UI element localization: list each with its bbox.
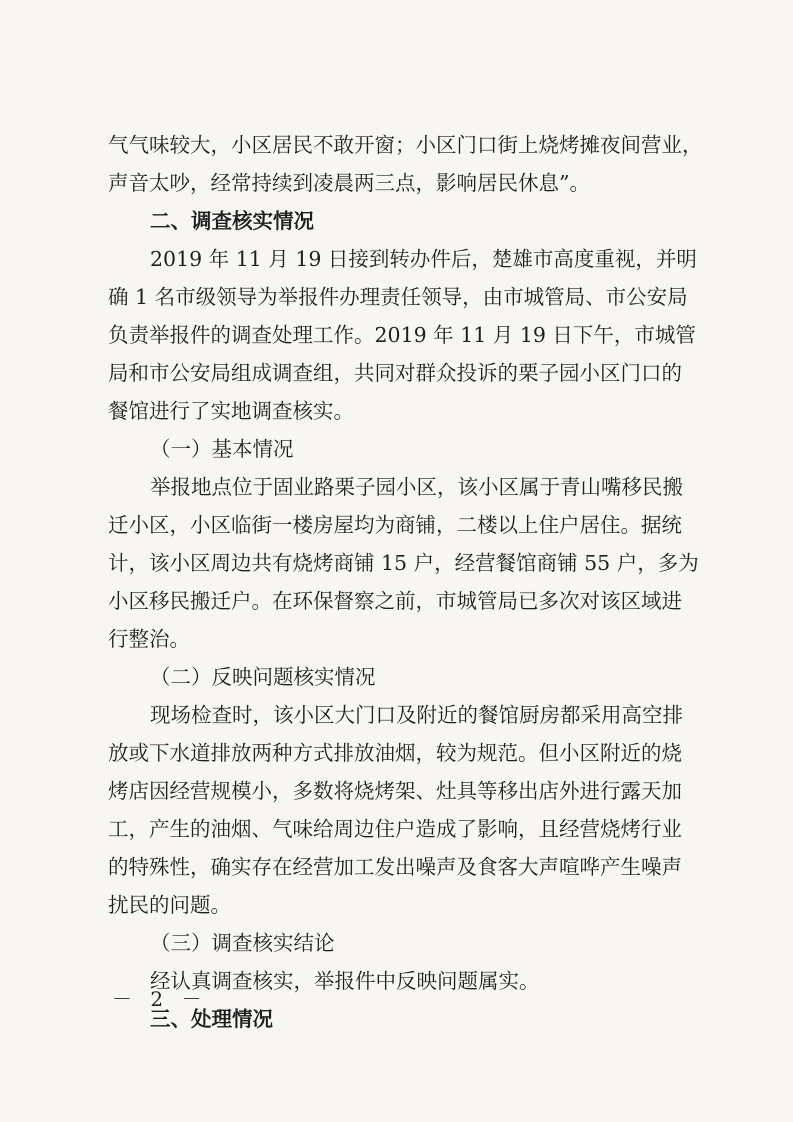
text-line: 放或下水道排放两种方式排放油烟，较为规范。但小区附近的烧 — [108, 741, 682, 765]
text-line: 负责举报件的调查处理工作。2019 年 11 月 19 日下午，市城管 — [108, 323, 696, 347]
section-heading: 三、处理情况 — [150, 1007, 273, 1031]
text-line: 气气味较大，小区居民不敢开窗；小区门口街上烧烤摊夜间营业， — [108, 133, 703, 157]
subsection-heading: （二）反映问题核实情况 — [150, 665, 376, 689]
text-line: 举报地点位于固业路栗子园小区，该小区属于青山嘴移民搬 — [150, 475, 683, 499]
text-line: 经认真调查核实，举报件中反映问题属实。 — [150, 969, 540, 993]
text-line: 局和市公安局组成调查组，共同对群众投诉的栗子园小区门口的 — [108, 361, 682, 385]
text-line: 扰民的问题。 — [108, 893, 231, 917]
section-heading: 二、调查核实情况 — [150, 209, 314, 233]
text-line: 烤店因经营规模小，多数将烧烤架、灶具等移出店外进行露天加 — [108, 779, 682, 803]
text-line: 现场检查时，该小区大门口及附近的餐馆厨房都采用高空排 — [150, 703, 683, 727]
subsection-heading: （三）调查核实结论 — [150, 931, 335, 955]
text-line: 的特殊性，确实存在经营加工发出噪声及食客大声喧哗产生噪声 — [108, 855, 682, 879]
document-body — [108, 126, 703, 1038]
text-line: 小区移民搬迁户。在环保督察之前，市城管局已多次对该区域进 — [108, 589, 682, 613]
page-number: － 2 － — [112, 987, 208, 1011]
text-line: 餐馆进行了实地调查核实。 — [108, 399, 354, 423]
text-line: 行整治。 — [108, 627, 190, 651]
subsection-heading: （一）基本情况 — [150, 437, 294, 461]
text-line: 工，产生的油烟、气味给周边住户造成了影响，且经营烧烤行业 — [108, 817, 682, 841]
text-line: 迁小区，小区临街一楼房屋均为商铺，二楼以上住户居住。据统 — [108, 513, 682, 537]
text-line: 2019 年 11 月 19 日接到转办件后，楚雄市高度重视，并明 — [150, 247, 697, 271]
text-line: 声音太吵，经常持续到凌晨两三点，影响居民休息”。 — [108, 171, 590, 195]
text-line: 计，该小区周边共有烧烤商铺 15 户，经营餐馆商铺 55 户，多为 — [108, 551, 699, 575]
text-line: 确 1 名市级领导为举报件办理责任领导，由市城管局、市公安局 — [108, 285, 688, 309]
